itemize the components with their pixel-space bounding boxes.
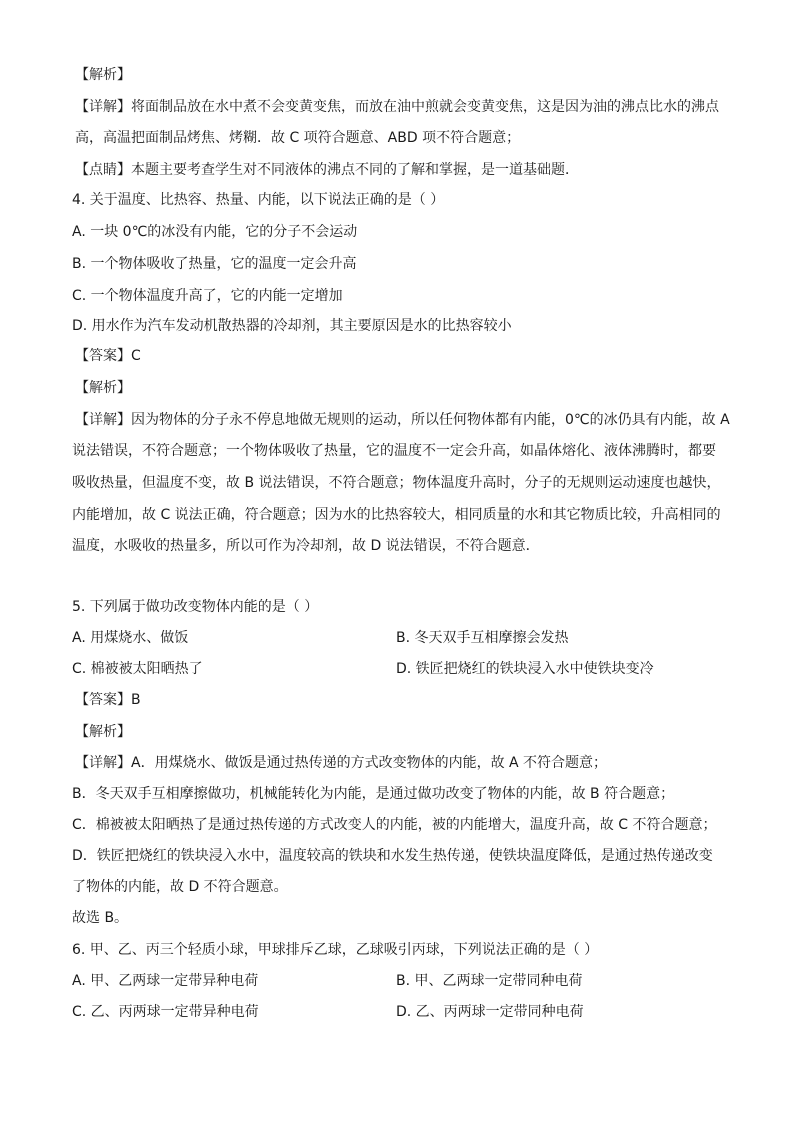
q4-explanation-line-4: 内能增加，故 C 说法正确，符合题意；因为水的比热容较大，相同质量的水和其它物质比较，升高相同的 xyxy=(72,507,721,523)
q5-explanation-line-4: D．铁匠把烧红的铁块浸入水中，温度较高的铁块和水发生热传递，使铁块温度降低，是通过热传递改变 xyxy=(72,848,713,864)
q5-option-b: B. 冬天双手互相摩擦会发热 xyxy=(396,630,569,646)
q4-option-c: C. 一个物体温度升高了，它的内能一定增加 xyxy=(72,288,343,304)
q3-analysis-tag: 【解析】 xyxy=(75,67,131,83)
q5-analysis-tag: 【解析】 xyxy=(75,724,131,740)
q6-option-a: A. 甲、乙两球一定带异种电荷 xyxy=(72,973,259,989)
q4-option-a: A. 一块 0℃的冰没有内能，它的分子不会运动 xyxy=(72,224,358,240)
q5-option-c: C. 棉被被太阳晒热了 xyxy=(72,661,203,677)
q6-option-d: D. 乙、丙两球一定带同种电荷 xyxy=(396,1004,584,1020)
q4-analysis-tag: 【解析】 xyxy=(75,380,131,396)
q4-explanation-line-3: 吸收热量，但温度不变，故 B 说法错误，不符合题意；物体温度升高时，分子的无规则运动速度也越快， xyxy=(72,475,721,491)
q5-question: 5. 下列属于做功改变物体内能的是（ ） xyxy=(72,599,319,615)
q5-explanation-line-5: 了物体的内能，故 D 不符合题意。 xyxy=(72,879,288,895)
q5-explanation-line-2: B．冬天双手互相摩擦做功，机械能转化为内能，是通过做功改变了物体的内能，故 B 符合题意； xyxy=(72,786,675,802)
q5-option-d: D. 铁匠把烧红的铁块浸入水中使铁块变冷 xyxy=(396,661,654,677)
q4-explanation-line-2: 说法错误，不符合题意；一个物体吸收了热量，它的温度不一定会升高，如晶体熔化、液体沸腾时，都要 xyxy=(72,443,716,459)
q5-explanation-line-1: 【详解】A．用煤烧水、做饭是通过热传递的方式改变物体的内能，故 A 不符合题意； xyxy=(75,755,608,771)
q5-option-a: A. 用煤烧水、做饭 xyxy=(72,630,189,646)
q4-answer: 【答案】C xyxy=(75,348,141,364)
q6-option-b: B. 甲、乙两球一定带同种电荷 xyxy=(396,973,583,989)
q6-question: 6. 甲、乙、丙三个轻质小球，甲球排斥乙球，乙球吸引丙球，下列说法正确的是（ ） xyxy=(72,942,599,958)
q4-option-b: B. 一个物体吸收了热量，它的温度一定会升高 xyxy=(72,256,357,272)
q4-explanation-line-5: 温度，水吸收的热量多，所以可作为冷却剂，故 D 说法错误，不符合题意． xyxy=(72,538,540,554)
q6-option-c: C. 乙、丙两球一定带异种电荷 xyxy=(72,1004,259,1020)
q5-explanation-line-3: C．棉被被太阳晒热了是通过热传递的方式改变人的内能，被的内能增大，温度升高，故 C 不符合题意； xyxy=(72,817,717,833)
q4-question: 4. 关于温度、比热容、热量、内能，以下说法正确的是（ ） xyxy=(72,192,445,208)
q3-explanation-line-1: 【详解】将面制品放在水中煮不会变黄变焦，而放在油中煎就会变黄变焦，这是因为油的沸点比水的沸点 xyxy=(75,99,719,115)
q4-option-d: D. 用水作为汽车发动机散热器的冷却剂，其主要原因是水的比热容较小 xyxy=(72,318,512,334)
q5-conclusion: 故选 B。 xyxy=(72,910,129,926)
q3-explanation-line-2: 高，高温把面制品烤焦、烤糊．故 C 项符合题意、ABD 项不符合题意； xyxy=(75,130,521,146)
q5-answer: 【答案】B xyxy=(75,692,141,708)
q3-comment: 【点睛】本题主要考查学生对不同液体的沸点不同的了解和掌握，是一道基础题． xyxy=(75,162,579,178)
q4-explanation-line-1: 【详解】因为物体的分子永不停息地做无规则的运动，所以任何物体都有内能，0℃的冰仍具有内能，故 A xyxy=(75,412,730,428)
